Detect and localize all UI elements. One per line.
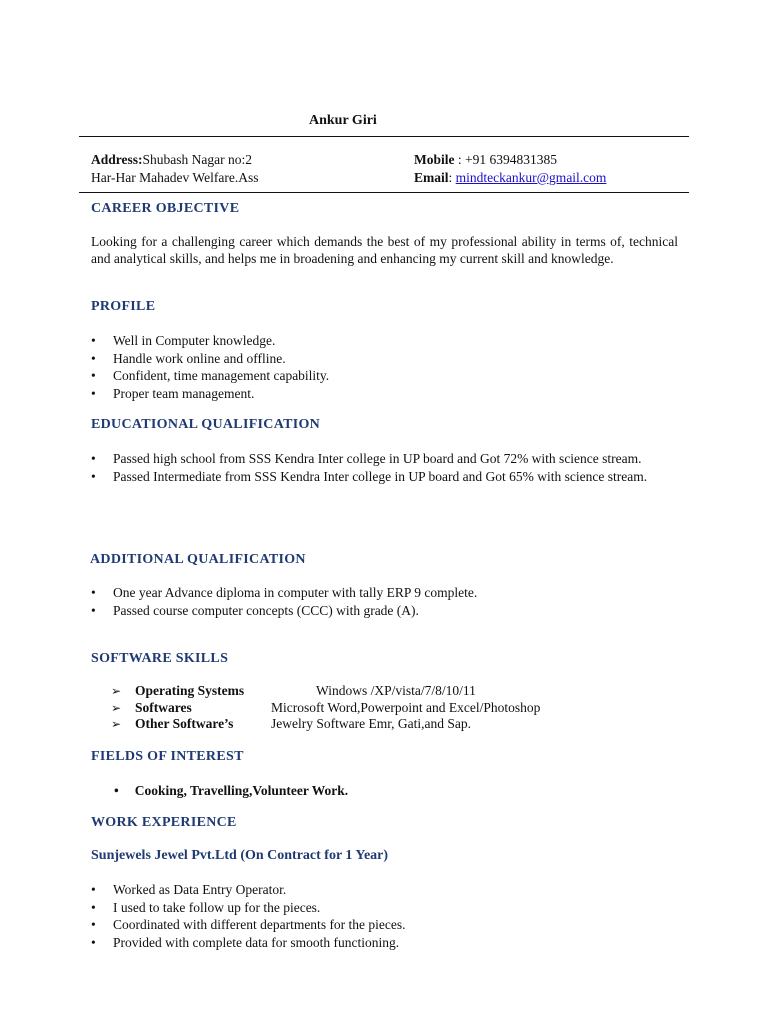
bullet-icon: • xyxy=(91,368,96,384)
bullet-icon: • xyxy=(91,899,96,915)
list-item xyxy=(91,934,678,952)
list-item-text: Passed Intermediate from SSS Kendra Inter college in UP board and Got 65% with science stream. xyxy=(113,468,648,484)
interests-text: Cooking, Travelling,Volunteer Work. xyxy=(134,783,349,798)
address-line-1 xyxy=(91,151,252,168)
section-heading-software: SOFTWARE SKILLS xyxy=(91,651,229,666)
section-heading-profile: PROFILE xyxy=(91,299,156,314)
arrow-bullet-icon: ➢ xyxy=(111,717,122,731)
software-value: Microsoft Word,Powerpoint and Excel/Photoshop xyxy=(271,699,541,715)
header-bottom-divider xyxy=(79,192,689,193)
bullet-icon: • xyxy=(91,917,96,933)
section-heading-education: EDUCATIONAL QUALIFICATION xyxy=(91,417,321,432)
list-item xyxy=(91,602,678,620)
list-item-text: Provided with complete data for smooth functioning. xyxy=(113,934,400,950)
list-item-text: Worked as Data Entry Operator. xyxy=(113,882,287,897)
list-item-text: Passed high school from SSS Kendra Inter college in UP board and Got 72% with science stream. xyxy=(113,451,642,466)
list-item-text: Proper team management. xyxy=(113,385,255,401)
list-item xyxy=(91,450,651,468)
list-item xyxy=(91,385,678,403)
address-label: Address: xyxy=(91,152,143,167)
arrow-bullet-icon: ➢ xyxy=(111,700,122,715)
software-value: Jewelry Software Emr, Gati,and Sap. xyxy=(271,716,472,731)
software-label: Operating Systems xyxy=(135,683,245,698)
bullet-icon: • xyxy=(91,585,96,600)
header-top-divider xyxy=(79,136,689,137)
email-link[interactable]: mindteckankur@gmail.com xyxy=(455,170,607,185)
mobile-line xyxy=(414,151,557,168)
list-item xyxy=(91,584,678,602)
list-item xyxy=(91,468,651,486)
list-item-text: Handle work online and offline. xyxy=(113,350,286,366)
list-item-text: Confident, time management capability. xyxy=(113,368,330,384)
list-item-text: Well in Computer knowledge. xyxy=(113,333,276,348)
bullet-icon: • xyxy=(114,783,119,798)
education-list xyxy=(91,450,651,485)
list-item xyxy=(91,367,678,385)
list-item-text: Passed course computer concepts (CCC) with grade (A). xyxy=(113,602,419,618)
profile-list xyxy=(91,332,678,402)
bullet-icon: • xyxy=(91,350,96,366)
career-objective-text: Looking for a challenging career which demands the best of my professional ability in terms of, technical and analytical skills, and helps me in broadening and enhancing my current skill and knowledge. xyxy=(91,234,678,266)
software-label: Softwares xyxy=(135,699,192,715)
work-list xyxy=(91,881,678,951)
section-heading-career-objective: CAREER OBJECTIVE xyxy=(91,201,240,216)
bullet-icon: • xyxy=(91,468,96,484)
email-label: Email xyxy=(414,170,449,185)
interests-item xyxy=(114,782,348,799)
bullet-icon: • xyxy=(91,451,96,466)
section-heading-work: WORK EXPERIENCE xyxy=(91,815,237,830)
list-item xyxy=(91,899,678,917)
section-heading-interests: FIELDS OF INTEREST xyxy=(91,749,244,764)
mobile-value: : +91 6394831385 xyxy=(454,152,557,167)
software-label: Other Software’s xyxy=(135,716,234,731)
list-item-text: Coordinated with different departments for the pieces. xyxy=(113,917,406,933)
list-item xyxy=(91,916,678,934)
list-item xyxy=(91,350,678,368)
list-item-text: I used to take follow up for the pieces. xyxy=(113,899,321,915)
list-item-text: One year Advance diploma in computer with tally ERP 9 complete. xyxy=(113,585,478,600)
bullet-icon: • xyxy=(91,333,96,348)
mobile-label: Mobile xyxy=(414,152,455,167)
candidate-name: Ankur Giri xyxy=(309,113,377,128)
arrow-bullet-icon: ➢ xyxy=(111,684,122,698)
address-value-1: Shubash Nagar no:2 xyxy=(142,152,252,167)
section-heading-additional: ADDITIONAL QUALIFICATION xyxy=(90,552,306,567)
email-separator: : xyxy=(448,170,456,185)
email-line xyxy=(414,169,606,186)
bullet-icon: • xyxy=(91,882,96,897)
additional-list xyxy=(91,584,678,619)
address-line-2: Har-Har Mahadev Welfare.Ass xyxy=(91,170,259,185)
bullet-icon: • xyxy=(91,385,96,401)
list-item xyxy=(91,881,678,899)
bullet-icon: • xyxy=(91,934,96,950)
list-item xyxy=(91,332,678,350)
company-title: Sunjewels Jewel Pvt.Ltd (On Contract for 1 Year) xyxy=(91,848,389,863)
software-value: Windows /XP/vista/7/8/10/11 xyxy=(316,683,476,698)
bullet-icon: • xyxy=(91,602,96,618)
